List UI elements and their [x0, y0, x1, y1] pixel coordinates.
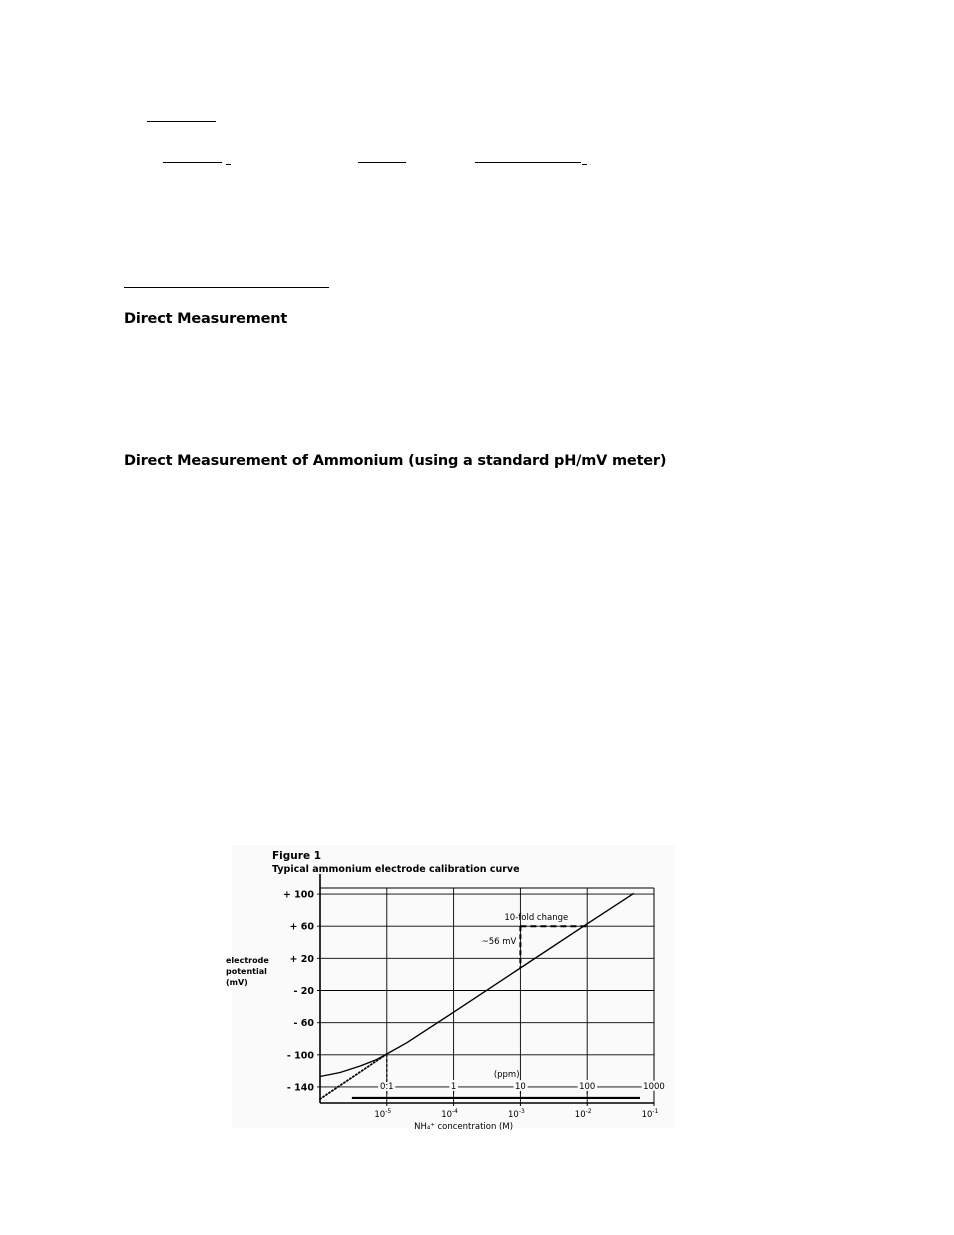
figure-label: Figure 1	[272, 850, 322, 862]
figure-caption: Typical ammonium electrode calibration curve	[272, 864, 520, 875]
x-tick-label: $10^{-1}$	[641, 1108, 659, 1120]
heading-direct-measurement-ammonium: Direct Measurement of Ammonium (using a standard pH/mV meter)	[124, 453, 667, 469]
header-rule-2	[163, 162, 222, 163]
y-axis-label: potential	[226, 967, 267, 976]
x-tick-label: $10^{-4}$	[441, 1108, 459, 1120]
figure-calibration-curve	[226, 845, 675, 1132]
x-tick-label: $10^{-5}$	[374, 1108, 392, 1120]
ppm-tick-label: 0.1	[380, 1081, 394, 1092]
x-tick-label: $10^{-3}$	[507, 1108, 525, 1120]
tenfold-label: 10-fold change	[504, 913, 569, 924]
y-tick-label: - 100	[286, 1050, 314, 1062]
section-divider	[124, 287, 329, 288]
ppm-tick-label: 1	[450, 1081, 457, 1092]
slope-label: ~56 mV	[481, 936, 517, 947]
y-tick-label: - 20	[293, 986, 314, 997]
y-axis-label: (mV)	[226, 978, 248, 987]
x-tick-label: $10^{-2}$	[574, 1108, 592, 1120]
ppm-unit-label: (ppm)	[493, 1069, 520, 1080]
header-rule-4-tick	[582, 164, 587, 165]
y-tick-label: + 60	[289, 921, 314, 933]
header-rule-2-tick	[226, 164, 231, 165]
header-rule-3	[358, 162, 406, 163]
calibration-chart	[226, 845, 675, 1132]
series-line-extrapolated	[320, 1054, 387, 1099]
header-rule-1	[147, 121, 216, 122]
y-tick-label: + 20	[289, 953, 314, 965]
y-axis-label: electrode	[226, 956, 269, 965]
ppm-tick-label: 1000	[643, 1081, 665, 1092]
ppm-tick-label: 10	[514, 1081, 526, 1092]
y-tick-label: - 60	[293, 1018, 314, 1030]
header-rule-4	[475, 162, 581, 163]
heading-direct-measurement: Direct Measurement	[124, 311, 288, 327]
x-axis-label: NH₄⁺ concentration (M)	[414, 1122, 514, 1132]
y-tick-label: - 140	[286, 1082, 314, 1094]
y-tick-label: + 100	[282, 889, 314, 901]
ppm-tick-label: 100	[579, 1081, 596, 1092]
